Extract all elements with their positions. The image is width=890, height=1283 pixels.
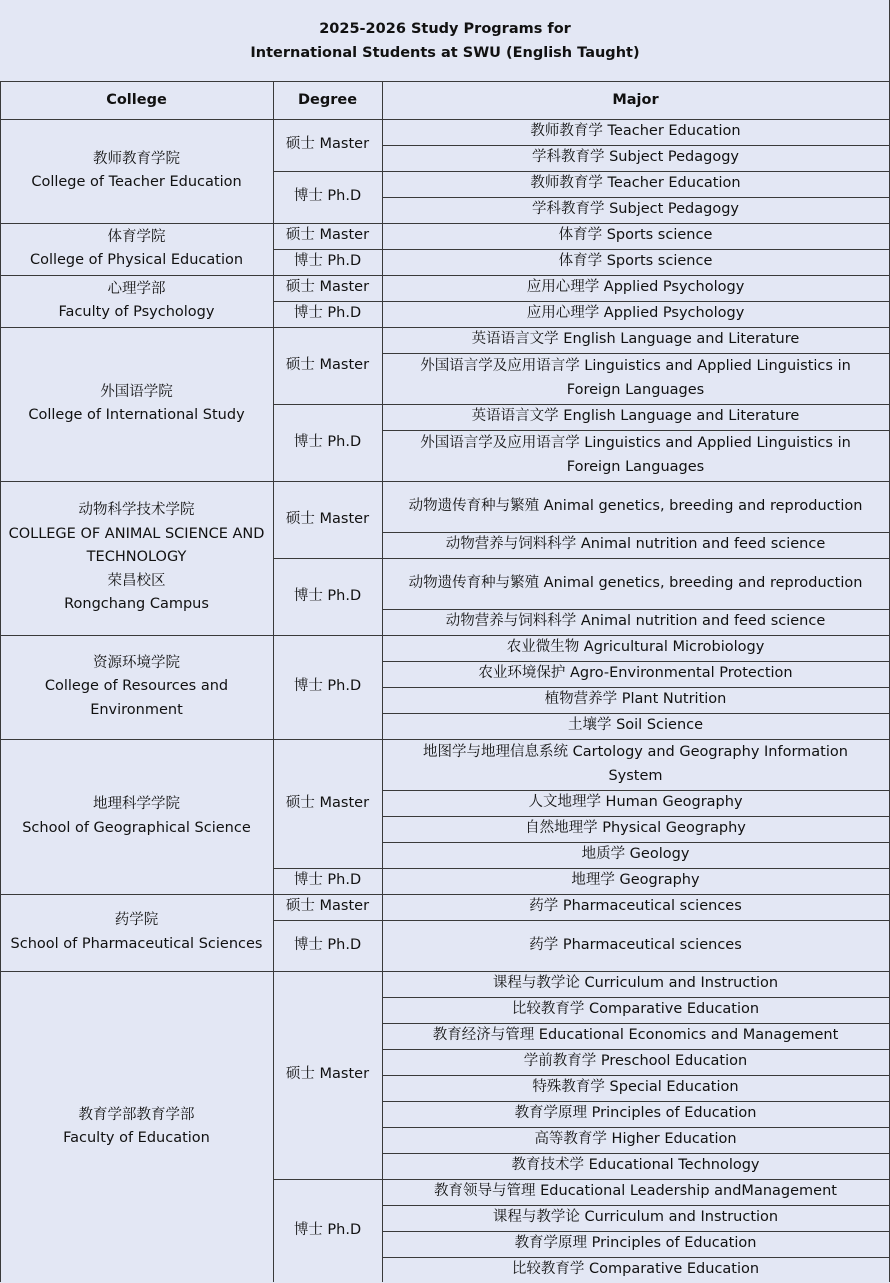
college-cell [0, 481, 273, 635]
college-name-line: College of International Study [28, 407, 245, 423]
major-cell [382, 532, 889, 558]
major-label: 教师教育学 Teacher Education [530, 123, 741, 140]
degree-master [273, 327, 382, 404]
college-name-line: COLLEGE OF ANIMAL SCIENCE AND TECHNOLOGY [8, 525, 265, 566]
degree-label: 博士 Ph.D [293, 678, 362, 695]
major-cell [382, 997, 889, 1023]
degree-label: 博士 Ph.D [293, 188, 362, 205]
college-name-line: College of Physical Education [29, 252, 244, 268]
major-label: 英语语言文学 English Language and Literature [471, 331, 800, 348]
college-name-line: 外国语学院 [100, 383, 173, 400]
college-name-line: 动物科学技术学院 [78, 502, 195, 519]
college-name-line: 荣昌校区 [107, 572, 166, 589]
major-label: 自然地理学 Physical Geography [525, 820, 746, 837]
major-cell [382, 1257, 889, 1283]
major-cell [382, 1075, 889, 1101]
college-name-line: 地理科学学院 [93, 796, 180, 812]
major-label: 人文地理学 Human Geography [528, 794, 743, 811]
college-name-line: 体育学院 [107, 228, 166, 245]
major-cell [382, 920, 889, 971]
major-cell [382, 430, 889, 481]
major-cell [382, 171, 889, 197]
college-cell [0, 635, 273, 739]
degree-master [273, 275, 382, 301]
degree-label: 硕士 Master [285, 510, 370, 527]
degree-phd [273, 404, 382, 481]
college-name-line: School of Pharmaceutical Sciences [10, 935, 263, 952]
degree-label: 博士 Ph.D [293, 1222, 362, 1239]
college-name-line: School of Geographical Science [22, 819, 251, 836]
degree-phd [273, 249, 382, 275]
degree-label: 硕士 Master [285, 356, 370, 373]
major-label: 动物遗传育种与繁殖 Animal genetics, breeding and reproduction [408, 574, 863, 591]
major-label: 动物营养与饲料科学 Animal nutrition and feed science [445, 613, 826, 630]
major-label: 地质学 Geology [581, 846, 690, 863]
major-cell [382, 301, 889, 327]
major-cell [382, 558, 889, 609]
college-cell [0, 739, 273, 894]
major-cell [382, 816, 889, 842]
college-name-line: Faculty of Education [63, 1130, 210, 1146]
major-label: 外国语言学及应用语言学 Linguistics and Applied Linguistics in Foreign Languages [420, 358, 851, 398]
major-label: 体育学 Sports science [558, 253, 713, 270]
major-label: 教育领导与管理 Educational Leadership andManagement [434, 1183, 837, 1200]
table-title [0, 0, 890, 81]
degree-label: 博士 Ph.D [293, 587, 362, 604]
degree-master [273, 739, 382, 868]
major-cell [382, 609, 889, 635]
grid-line [0, 81, 890, 82]
major-cell [382, 145, 889, 171]
title-line-1: 2025-2026 Study Programs for [319, 20, 571, 37]
major-label: 农业环境保护 Agro-Environmental Protection [478, 665, 793, 682]
major-label: 植物营养学 Plant Nutrition [544, 691, 727, 708]
major-label: 地理学 Geography [571, 872, 700, 889]
major-cell [382, 481, 889, 532]
degree-label: 博士 Ph.D [293, 872, 362, 889]
major-label: 应用心理学 Applied Psychology [526, 305, 745, 322]
major-cell [382, 119, 889, 145]
college-name-line: Rongchang Campus [64, 596, 209, 613]
degree-master [273, 894, 382, 920]
major-cell [382, 842, 889, 868]
major-label: 农业微生物 Agricultural Microbiology [506, 639, 765, 656]
degree-label: 博士 Ph.D [293, 253, 362, 270]
major-label: 动物遗传育种与繁殖 Animal genetics, breeding and reproduction [408, 497, 863, 514]
major-label: 教师教育学 Teacher Education [530, 175, 741, 192]
major-cell [382, 353, 889, 404]
major-label: 学科教育学 Subject Pedagogy [531, 149, 740, 166]
major-label: 体育学 Sports science [558, 227, 713, 244]
degree-phd [273, 558, 382, 635]
degree-phd [273, 171, 382, 223]
major-label: 地图学与地理信息系统 Cartology and Geography Information System [423, 744, 848, 784]
major-label: 特殊教育学 Special Education [532, 1079, 739, 1096]
college-name-line: College of Teacher Education [31, 174, 242, 190]
degree-label: 博士 Ph.D [293, 936, 362, 953]
major-cell [382, 1023, 889, 1049]
major-label: 动物营养与饲料科学 Animal nutrition and feed science [445, 536, 826, 553]
college-cell [0, 894, 273, 971]
college-cell [0, 275, 273, 327]
college-name-line: Faculty of Psychology [58, 304, 215, 320]
major-cell [382, 1127, 889, 1153]
header-major: Major [612, 92, 659, 108]
major-cell [382, 327, 889, 353]
major-cell [382, 687, 889, 713]
major-label: 课程与教学论 Curriculum and Instruction [492, 1209, 779, 1226]
degree-label: 硕士 Master [285, 279, 370, 296]
major-label: 学科教育学 Subject Pedagogy [531, 201, 740, 218]
major-cell [382, 1231, 889, 1257]
major-cell [382, 971, 889, 997]
major-cell [382, 868, 889, 894]
college-cell [0, 327, 273, 481]
major-cell [382, 404, 889, 430]
major-cell [382, 790, 889, 816]
college-name-line: College of Resources and Environment [44, 678, 229, 718]
degree-phd [273, 868, 382, 894]
college-name-line: 心理学部 [107, 280, 166, 297]
degree-label: 硕士 Master [285, 136, 370, 153]
major-label: 教育经济与管理 Educational Economics and Management [432, 1027, 839, 1044]
major-cell [382, 1153, 889, 1179]
major-cell [382, 739, 889, 790]
major-cell [382, 223, 889, 249]
header-college: College [106, 92, 167, 108]
major-label: 比较教育学 Comparative Education [511, 1001, 760, 1018]
major-label: 英语语言文学 English Language and Literature [471, 408, 800, 425]
college-cell [0, 971, 273, 1283]
degree-phd [273, 1179, 382, 1283]
degree-phd [273, 920, 382, 971]
major-cell [382, 1179, 889, 1205]
major-cell [382, 197, 889, 223]
degree-label: 博士 Ph.D [293, 433, 362, 450]
major-label: 比较教育学 Comparative Education [511, 1261, 760, 1278]
major-label: 高等教育学 Higher Education [534, 1131, 737, 1148]
degree-phd [273, 301, 382, 327]
major-label: 课程与教学论 Curriculum and Instruction [492, 975, 779, 992]
major-cell [382, 661, 889, 687]
major-cell [382, 1205, 889, 1231]
major-cell [382, 894, 889, 920]
degree-master [273, 223, 382, 249]
degree-label: 博士 Ph.D [293, 305, 362, 322]
major-cell [382, 635, 889, 661]
college-cell [0, 223, 273, 275]
major-label: 教育学原理 Principles of Education [514, 1105, 757, 1122]
major-label: 外国语言学及应用语言学 Linguistics and Applied Linguistics in Foreign Languages [420, 435, 851, 475]
major-label: 应用心理学 Applied Psychology [526, 279, 745, 296]
header-degree: Degree [297, 92, 358, 108]
major-label: 药学 Pharmaceutical sciences [529, 898, 742, 915]
major-cell [382, 713, 889, 739]
major-label: 学前教育学 Preschool Education [523, 1053, 748, 1070]
college-name-line: 教师教育学院 [93, 150, 180, 167]
degree-master [273, 119, 382, 171]
degree-master [273, 971, 382, 1179]
degree-label: 硕士 Master [285, 794, 370, 811]
major-cell [382, 1049, 889, 1075]
degree-label: 硕士 Master [285, 1066, 370, 1083]
major-label: 教育技术学 Educational Technology [511, 1157, 760, 1174]
degree-master [273, 481, 382, 558]
major-cell [382, 1101, 889, 1127]
college-name-line: 教育学部教育学部 [78, 1106, 195, 1123]
major-label: 土壤学 Soil Science [567, 717, 704, 734]
major-label: 教育学原理 Principles of Education [514, 1235, 757, 1252]
college-name-line: 资源环境学院 [93, 654, 180, 671]
major-label: 药学 Pharmaceutical sciences [529, 936, 742, 953]
college-cell [0, 119, 273, 223]
major-cell [382, 249, 889, 275]
degree-phd [273, 635, 382, 739]
major-cell [382, 275, 889, 301]
title-line-2: International Students at SWU (English Taught) [250, 44, 640, 61]
degree-label: 硕士 Master [285, 898, 370, 915]
degree-label: 硕士 Master [285, 227, 370, 244]
college-name-line: 药学院 [114, 912, 159, 928]
